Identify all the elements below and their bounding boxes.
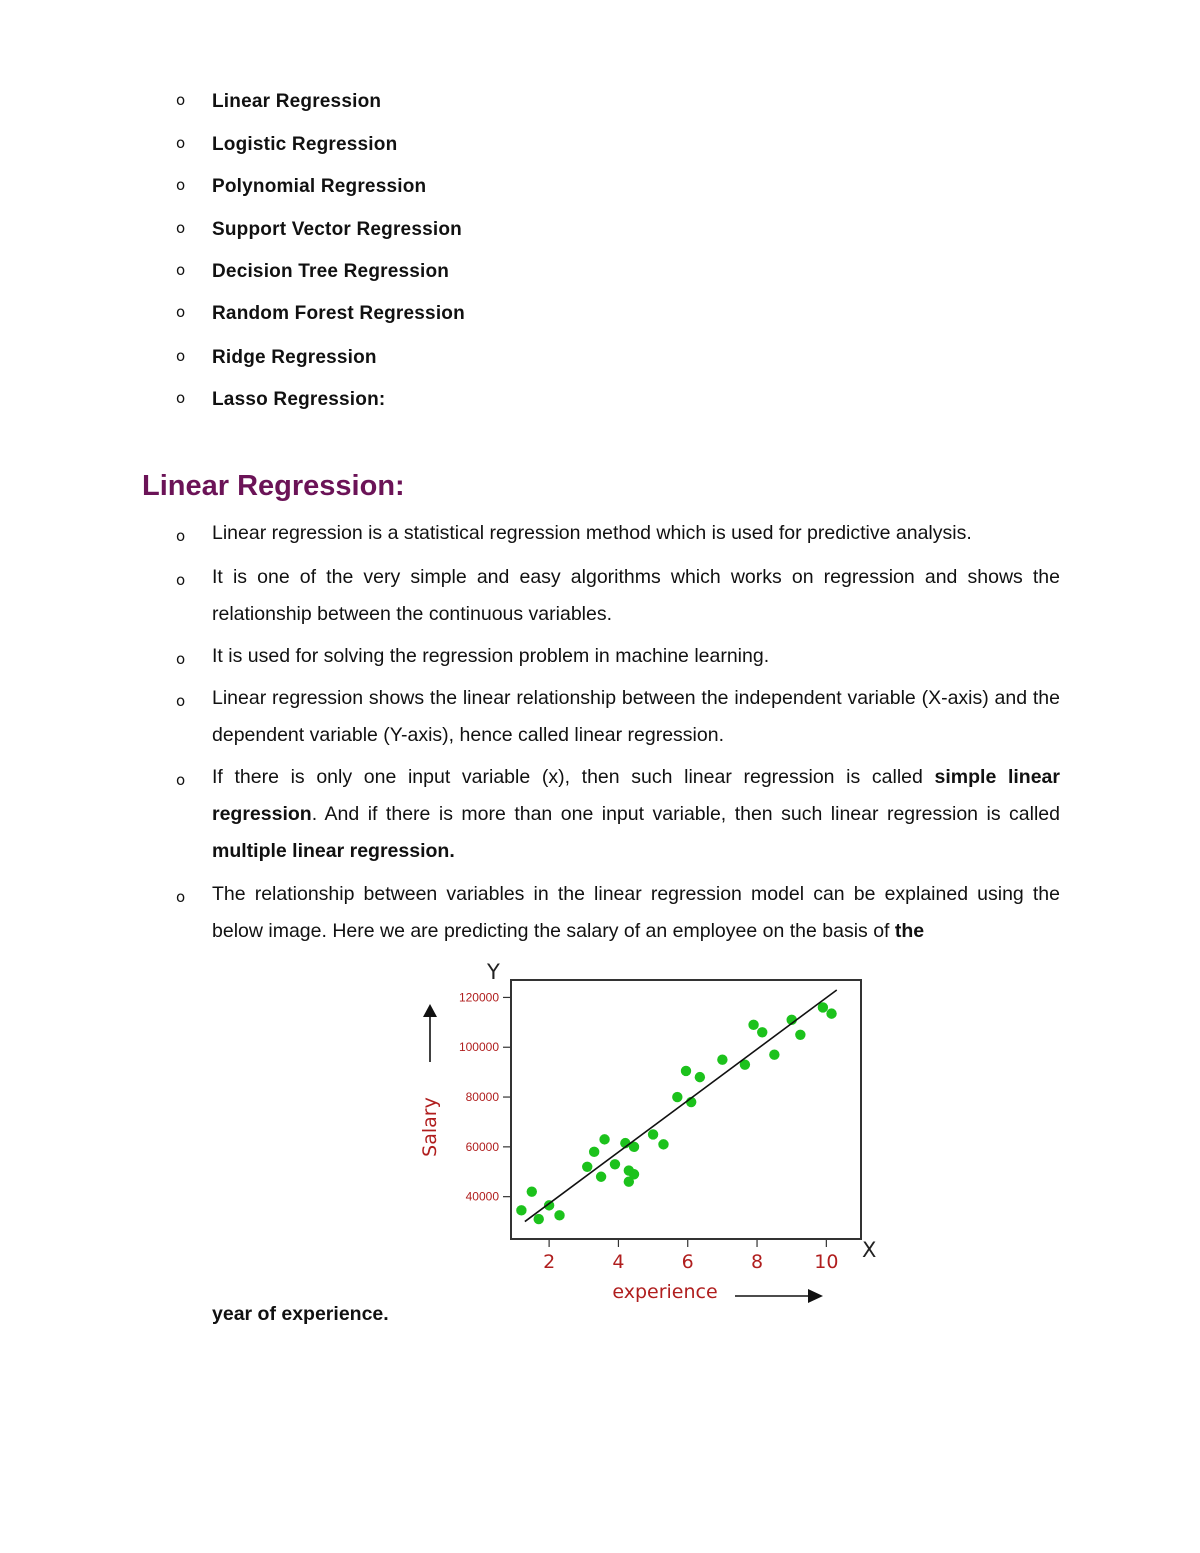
list-item-label: Lasso Regression:: [212, 389, 386, 410]
bullet-marker: o: [176, 527, 186, 545]
text-run: If there is only one input variable (x), then such linear regression is called: [212, 766, 935, 788]
y-axis-arrow: [423, 1004, 437, 1062]
x-tick-label: 4: [612, 1251, 625, 1273]
text-run: The relationship between variables in the linear regression model can be explained using the below image. Here we are predicting the salary of an employee on the basis of: [212, 883, 1060, 942]
plot-frame: [511, 980, 861, 1239]
x-tick-label: 8: [750, 1251, 764, 1273]
list-item-label: Ridge Regression: [212, 347, 377, 368]
paragraph: Linear regression shows the linear relationship between the independent variable (X-axis) and the dependent variable (Y-axis), hence called linear regression.: [212, 687, 1060, 746]
bullet-marker: o: [176, 650, 186, 668]
text-run-bold: the: [894, 920, 925, 942]
y-tick-label: 120000: [458, 990, 499, 1005]
paragraph: [212, 759, 1060, 870]
bullet-marker: o: [176, 389, 186, 407]
data-point: [589, 1147, 599, 1157]
bullet-marker: o: [176, 692, 186, 710]
data-point: [672, 1092, 682, 1102]
data-point: [629, 1169, 639, 1179]
y-axis-label: Salary: [419, 1097, 441, 1157]
x-tick-label: 2: [543, 1251, 556, 1273]
scatter-chart: [400, 955, 900, 1315]
y-axis-letter: Y: [487, 960, 500, 984]
paragraph-continuation: year of experience.: [212, 1303, 389, 1325]
data-point: [516, 1205, 526, 1215]
bold-term-multiple-linear-regression: multiple linear regression.: [212, 840, 455, 862]
section-title: Linear Regression:: [142, 470, 405, 502]
bullet-marker: o: [176, 176, 186, 194]
data-point: [795, 1030, 805, 1040]
bullet-marker: o: [176, 571, 186, 589]
bullet-marker: o: [176, 219, 186, 237]
y-tick-label: 40000: [465, 1189, 499, 1204]
data-point: [610, 1159, 620, 1169]
data-point: [757, 1027, 767, 1037]
data-point: [582, 1162, 592, 1172]
data-point: [826, 1008, 836, 1018]
x-axis-label: experience: [612, 1281, 718, 1303]
data-point: [534, 1214, 544, 1224]
x-tick-label: 6: [681, 1251, 694, 1273]
bullet-marker: o: [176, 91, 186, 109]
bold-term-simple-linear-regression: simple linear regression: [212, 766, 1060, 825]
list-item-label: Decision Tree Regression: [212, 261, 450, 282]
bullet-marker: o: [176, 347, 186, 365]
y-tick-label: 60000: [465, 1139, 499, 1154]
salary-experience-scatter-figure: [400, 955, 900, 1315]
data-point: [599, 1134, 609, 1144]
x-tick-label: 10: [814, 1251, 839, 1273]
data-point: [695, 1072, 705, 1082]
list-item-label: Random Forest Regression: [212, 303, 465, 324]
data-point: [681, 1066, 691, 1076]
paragraph: It is used for solving the regression problem in machine learning.: [212, 645, 770, 667]
x-axis-arrow: [735, 1289, 823, 1303]
data-point: [527, 1186, 537, 1196]
data-point: [748, 1020, 758, 1030]
list-item-label: Support Vector Regression: [212, 219, 462, 240]
data-point: [658, 1139, 668, 1149]
bullet-marker: o: [176, 261, 186, 279]
list-item-label: Logistic Regression: [212, 134, 398, 155]
data-point: [648, 1129, 658, 1139]
list-item-label: Linear Regression: [212, 91, 382, 112]
paragraph: [212, 876, 1060, 950]
bullet-marker: o: [176, 303, 186, 321]
y-tick-label: 80000: [465, 1090, 499, 1105]
x-axis-letter: X: [862, 1238, 877, 1262]
bullet-marker: o: [176, 134, 186, 152]
y-tick-label: 100000: [458, 1040, 499, 1055]
text-run: . And if there is more than one input variable, then such linear regression is called: [311, 803, 1060, 825]
paragraph: It is one of the very simple and easy algorithms which works on regression and shows the relationship between the continuous variables.: [212, 566, 1060, 625]
list-item-label: Polynomial Regression: [212, 176, 427, 197]
data-point: [769, 1050, 779, 1060]
data-point: [596, 1172, 606, 1182]
paragraph: Linear regression is a statistical regression method which is used for predictive analysis.: [212, 522, 972, 544]
bullet-marker: o: [176, 771, 186, 789]
bullet-marker: o: [176, 888, 186, 906]
data-point: [554, 1210, 564, 1220]
data-point: [717, 1054, 727, 1064]
